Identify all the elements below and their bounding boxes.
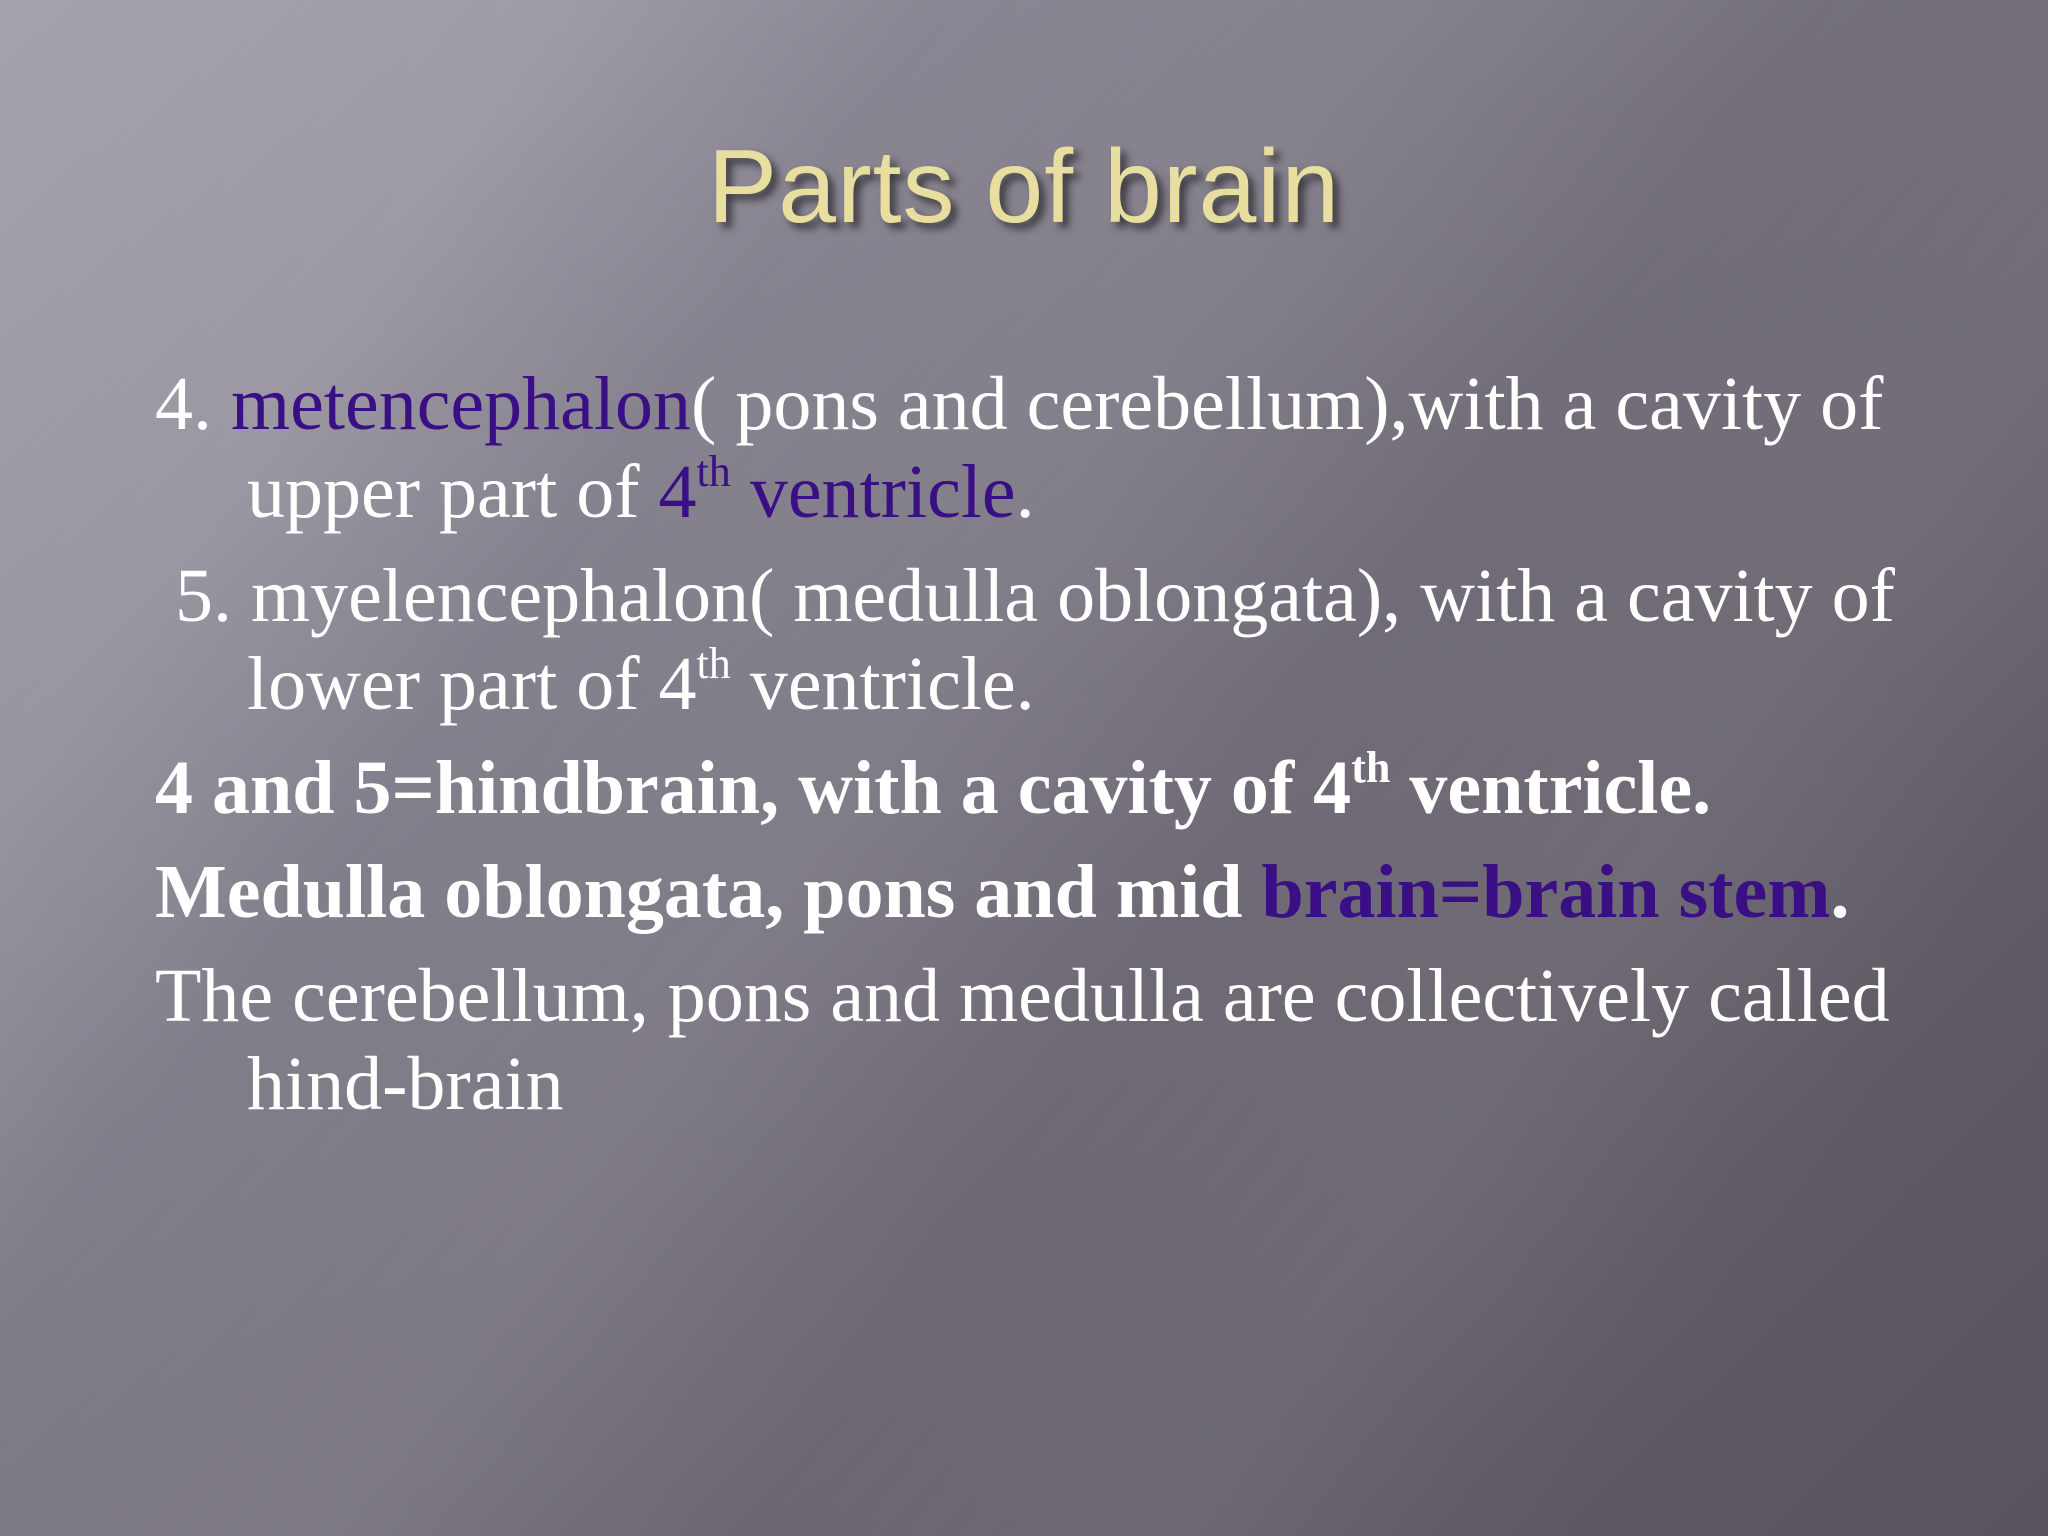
item-end: ventricle. <box>730 642 1035 726</box>
ordinal-number: 4 <box>658 450 697 534</box>
slide-body <box>155 360 1995 1144</box>
ordinal-fourth <box>658 447 1016 534</box>
hindbrain-text: 4 and 5=hindbrain, with a cavity of 4 <box>155 746 1352 830</box>
slide-title: Parts of brain <box>707 129 1341 245</box>
item-number: 4. <box>155 362 212 446</box>
item-metencephalon <box>155 360 1995 536</box>
brainstem-term: brain=brain stem <box>1261 850 1831 934</box>
item-end: . <box>1015 450 1035 534</box>
brainstem-text: Medulla oblongata, pons and mid <box>155 850 1262 934</box>
item-text: myelencephalon( medulla oblongata), with a cavity of lower part of 4 <box>247 554 1895 726</box>
hindbrain-end: ventricle. <box>1390 746 1712 830</box>
brainstem-end: . <box>1830 850 1850 934</box>
hindbrain-statement <box>155 744 1995 832</box>
brainstem-statement <box>155 848 1995 936</box>
collective-statement: The cerebellum, pons and medulla are collectively called hind-brain <box>155 954 1890 1126</box>
item-text: ( pons and cerebellum),with a cavity of upper part of <box>247 362 1884 534</box>
ordinal-suffix: th <box>1351 743 1391 793</box>
ordinal-suffix: th <box>696 447 731 497</box>
ventricle-term: ventricle <box>730 450 1016 534</box>
ordinal-suffix: th <box>696 639 731 689</box>
item-myelencephalon <box>155 552 1995 728</box>
item-number: 5. <box>175 554 232 638</box>
term-metencephalon: metencephalon <box>231 362 692 446</box>
